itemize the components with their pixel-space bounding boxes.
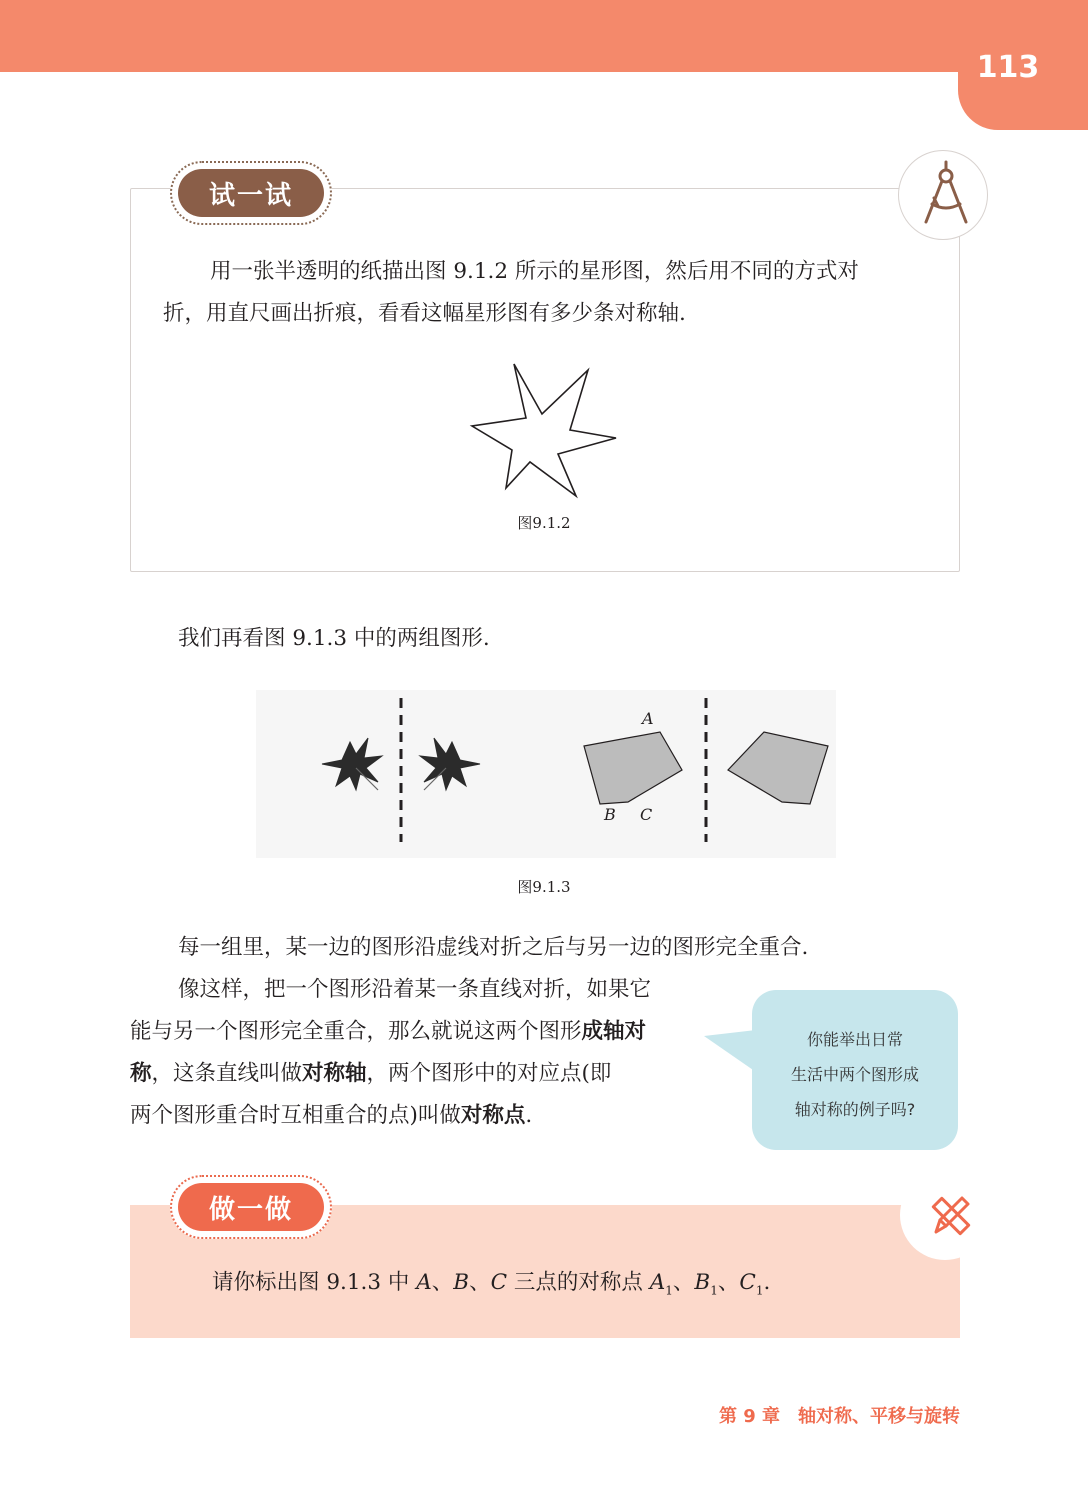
try-paragraph-line1: 用一张半透明的纸描出图 9.1.2 所示的星形图，然后用不同的方式对 [210,259,859,284]
paragraph-3-line1: 像这样，把一个图形沿着某一条直线对折，如果它 [178,977,652,1002]
bubble-text [770,1022,940,1127]
do-text-b: 三点的对称点 [507,1270,650,1295]
p3l4-text: 两个图形重合时互相重合的点)叫做 [130,1103,461,1128]
figure-9-1-3-caption: 图9.1.3 [517,878,571,896]
do-text-a: 请你标出图 9.1.3 中 [212,1270,417,1295]
pentagon-right [728,732,828,804]
paragraph-2: 每一组里，某一边的图形沿虚线对折之后与另一边的图形完全重合. [178,935,809,960]
paragraph-3-line4 [130,1095,532,1137]
try-tag [170,161,332,225]
do-end: . [763,1270,771,1295]
term-symmetry-axis: 对称轴 [302,1061,367,1086]
sep3: 、 [672,1270,695,1295]
sep4: 、 [717,1270,740,1295]
pentagon-left [584,732,682,804]
p3l4-end: . [525,1103,533,1128]
page-number: 113 [976,50,1040,85]
bubble-line1: 你能举出日常 [806,1030,903,1049]
point-a: A [416,1270,432,1295]
pencil-ruler-icon [926,1190,976,1240]
paragraph-3-line3 [130,1053,611,1095]
label-c: C [640,805,653,824]
bubble-tail [700,1026,760,1076]
point-c: C [490,1270,508,1295]
chapter-footer: 第 9 章 轴对称、平移与旋转 [718,1406,960,1427]
point-c1: C [739,1270,756,1295]
maple-leaf-right [420,738,480,790]
try-paragraph-line2: 折，用直尺画出折痕，看看这幅星形图有多少条对称轴. [163,301,686,326]
sub-c1: 1 [755,1283,764,1298]
point-b: B [453,1270,470,1295]
figure-9-1-3-drawing [256,690,836,858]
point-b1: B [694,1270,711,1295]
star-figure [466,358,626,500]
p3l3-text-a: ，这条直线叫做 [151,1061,303,1086]
label-a: A [642,709,654,728]
sep1: 、 [431,1270,454,1295]
bubble-line3: 轴对称的例子吗? [794,1100,916,1119]
sub-a1: 1 [665,1283,673,1298]
figure-9-1-2-caption: 图9.1.2 [517,514,571,532]
try-tag-label: 试一试 [178,169,324,217]
do-paragraph [212,1262,770,1311]
compass-icon [918,160,974,228]
bubble-line2: 生活中两个图形成 [790,1065,919,1084]
term-symmetric-point: 对称点 [460,1103,526,1128]
do-tag [170,1175,332,1239]
paragraph-3-line2 [130,1011,646,1053]
term-axis-symmetric-1: 成轴对 [581,1019,647,1044]
intro-paragraph: 我们再看图 9.1.3 中的两组图形. [178,626,490,651]
do-tag-label: 做一做 [178,1183,324,1231]
p3l2-text: 能与另一个图形完全重合，那么就说这两个图形 [130,1019,582,1044]
sep2: 、 [469,1270,491,1295]
sub-b1: 1 [710,1283,718,1298]
term-axis-symmetric-2: 称 [130,1061,152,1086]
top-band [0,0,1088,72]
p3l3-text-b: ，两个图形中的对应点(即 [366,1061,612,1086]
point-a1: A [649,1270,666,1295]
label-b: B [604,805,616,824]
maple-leaf-left [322,738,382,790]
